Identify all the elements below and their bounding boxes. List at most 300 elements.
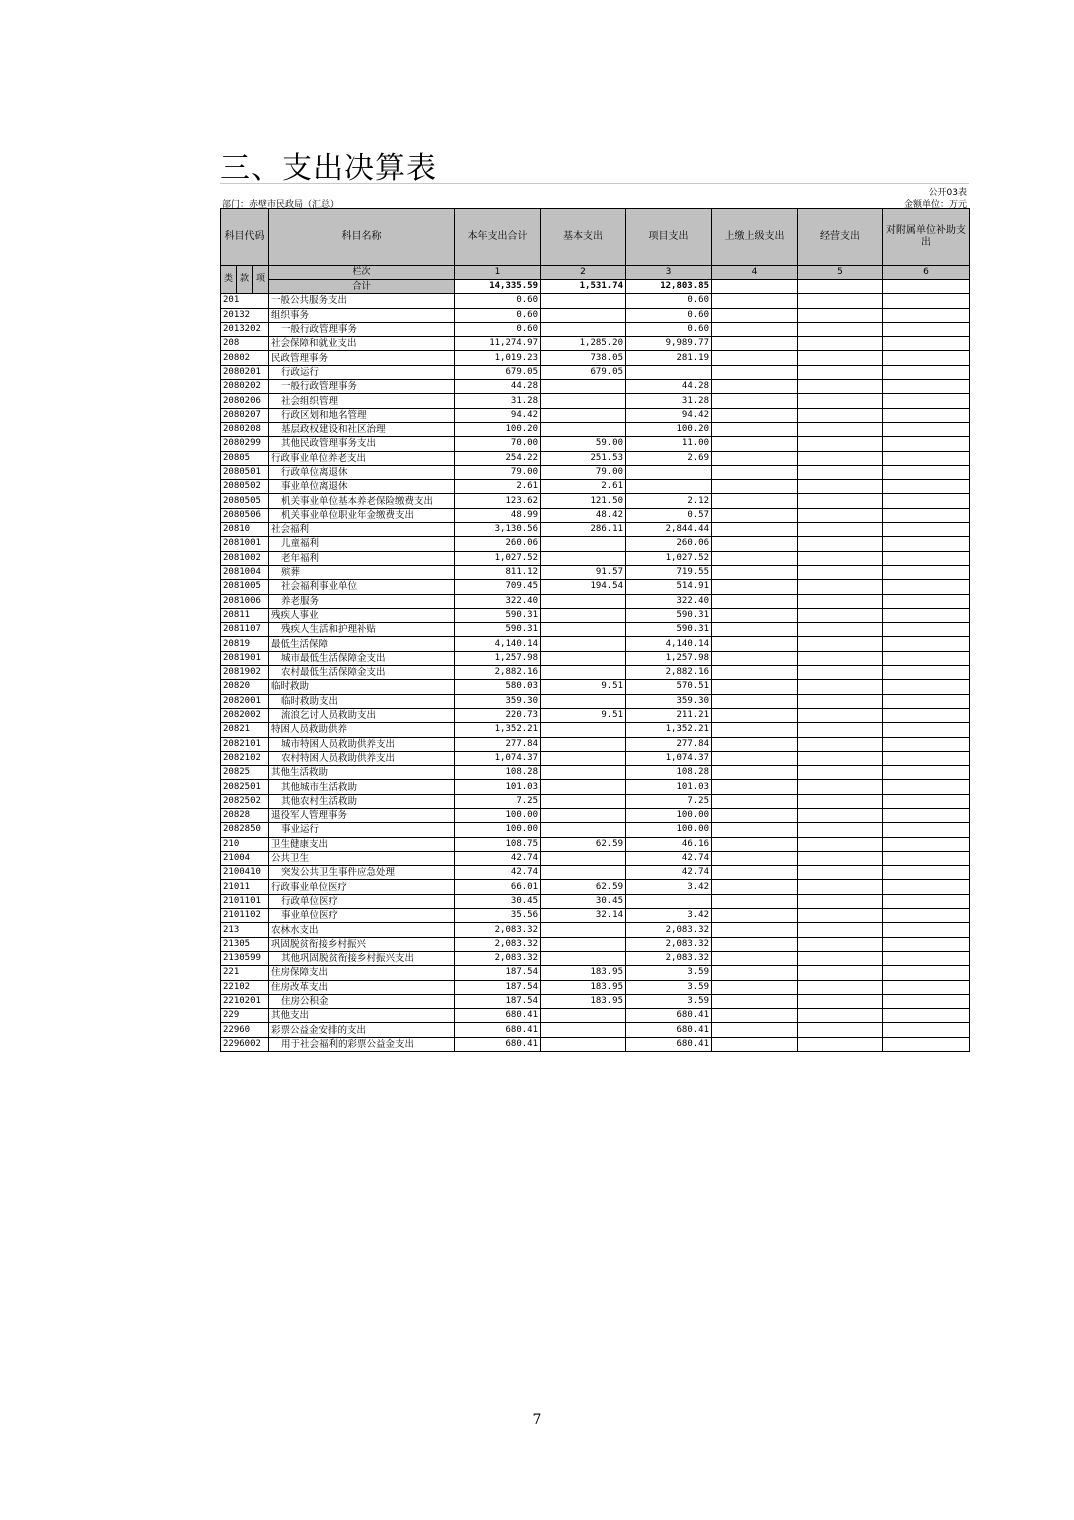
row-project: 7.25	[626, 794, 712, 808]
row-code: 221	[221, 966, 269, 980]
row-remit	[712, 451, 798, 465]
row-code: 2080206	[221, 394, 269, 408]
row-name: 流浪乞讨人员救助支出	[269, 708, 455, 722]
row-project: 101.03	[626, 780, 712, 794]
header-kuan: 款	[237, 266, 253, 294]
row-code: 21004	[221, 851, 269, 865]
row-subsidy	[883, 1037, 970, 1051]
row-project: 260.06	[626, 537, 712, 551]
row-operating	[798, 351, 883, 365]
row-code: 2080502	[221, 480, 269, 494]
row-total: 66.01	[455, 880, 541, 894]
row-remit	[712, 1023, 798, 1037]
row-project: 2.69	[626, 451, 712, 465]
row-name: 其他生活救助	[269, 766, 455, 780]
row-name: 社会保障和就业支出	[269, 337, 455, 351]
row-basic: 183.95	[541, 980, 626, 994]
row-basic	[541, 751, 626, 765]
row-name: 残疾人事业	[269, 608, 455, 622]
row-remit	[712, 937, 798, 951]
row-remit	[712, 308, 798, 322]
row-name: 公共卫生	[269, 851, 455, 865]
row-name: 机关事业单位基本养老保险缴费支出	[269, 494, 455, 508]
row-project: 281.19	[626, 351, 712, 365]
row-remit	[712, 708, 798, 722]
row-name: 其他城市生活救助	[269, 780, 455, 794]
row-project: 359.30	[626, 694, 712, 708]
table-row	[221, 551, 970, 565]
row-total: 1,027.52	[455, 551, 541, 565]
row-total: 42.74	[455, 851, 541, 865]
table-row	[221, 337, 970, 351]
row-operating	[798, 680, 883, 694]
col-num-4: 4	[712, 266, 798, 280]
row-subsidy	[883, 408, 970, 422]
row-remit	[712, 951, 798, 965]
table-row	[221, 394, 970, 408]
row-code: 208	[221, 337, 269, 351]
row-remit	[712, 380, 798, 394]
row-name: 突发公共卫生事件应急处理	[269, 866, 455, 880]
row-basic	[541, 808, 626, 822]
row-project: 2.12	[626, 494, 712, 508]
row-remit	[712, 966, 798, 980]
row-operating	[798, 623, 883, 637]
row-project: 44.28	[626, 380, 712, 394]
row-basic	[541, 608, 626, 622]
row-project	[626, 894, 712, 908]
row-operating	[798, 708, 883, 722]
table-row	[221, 437, 970, 451]
row-total: 0.60	[455, 322, 541, 336]
row-total: 108.28	[455, 766, 541, 780]
row-code: 2101102	[221, 909, 269, 923]
page-title: 三、支出决算表	[220, 151, 437, 186]
row-basic	[541, 551, 626, 565]
row-total: 7.25	[455, 794, 541, 808]
row-name: 机关事业单位职业年金缴费支出	[269, 508, 455, 522]
row-code: 2210201	[221, 994, 269, 1008]
row-subsidy	[883, 637, 970, 651]
row-project: 100.00	[626, 823, 712, 837]
row-code: 2101101	[221, 894, 269, 908]
row-remit	[712, 923, 798, 937]
row-name: 儿童福利	[269, 537, 455, 551]
row-operating	[798, 551, 883, 565]
header-project: 项目支出	[626, 209, 712, 266]
row-project: 1,352.21	[626, 723, 712, 737]
row-operating	[798, 980, 883, 994]
row-remit	[712, 480, 798, 494]
row-total: 108.75	[455, 837, 541, 851]
table-row	[221, 866, 970, 880]
row-name: 农村特困人员救助供养支出	[269, 751, 455, 765]
row-code: 2082850	[221, 823, 269, 837]
row-remit	[712, 365, 798, 379]
row-operating	[798, 794, 883, 808]
row-remit	[712, 823, 798, 837]
row-project: 11.00	[626, 437, 712, 451]
row-project: 322.40	[626, 594, 712, 608]
row-operating	[798, 394, 883, 408]
table-row	[221, 794, 970, 808]
table-row	[221, 565, 970, 579]
row-code: 20805	[221, 451, 269, 465]
row-total: 2,083.32	[455, 951, 541, 965]
row-project: 211.21	[626, 708, 712, 722]
total-c3: 12,803.85	[626, 280, 712, 294]
row-basic	[541, 937, 626, 951]
row-total: 70.00	[455, 437, 541, 451]
row-basic: 183.95	[541, 966, 626, 980]
row-project: 2,844.44	[626, 523, 712, 537]
row-operating	[798, 494, 883, 508]
row-project: 680.41	[626, 1009, 712, 1023]
row-code: 2081001	[221, 537, 269, 551]
row-code: 2080505	[221, 494, 269, 508]
row-operating	[798, 951, 883, 965]
row-code: 2082501	[221, 780, 269, 794]
row-remit	[712, 294, 798, 308]
row-remit	[712, 680, 798, 694]
table-row	[221, 408, 970, 422]
row-name: 行政运行	[269, 365, 455, 379]
row-code: 20820	[221, 680, 269, 694]
row-name: 临时救助	[269, 680, 455, 694]
table-row	[221, 923, 970, 937]
row-operating	[798, 894, 883, 908]
row-subsidy	[883, 694, 970, 708]
row-code: 2296002	[221, 1037, 269, 1051]
col-num-3: 3	[626, 266, 712, 280]
table-row	[221, 1023, 970, 1037]
table-row	[221, 723, 970, 737]
row-name: 住房改革支出	[269, 980, 455, 994]
row-project: 46.16	[626, 837, 712, 851]
row-name: 城市特困人员救助供养支出	[269, 737, 455, 751]
row-remit	[712, 1009, 798, 1023]
row-basic: 30.45	[541, 894, 626, 908]
row-subsidy	[883, 580, 970, 594]
row-basic	[541, 851, 626, 865]
row-remit	[712, 508, 798, 522]
row-total: 94.42	[455, 408, 541, 422]
row-basic	[541, 1037, 626, 1051]
row-operating	[798, 523, 883, 537]
table-row	[221, 880, 970, 894]
row-name: 事业单位离退休	[269, 480, 455, 494]
col-num-6: 6	[883, 266, 970, 280]
row-total: 101.03	[455, 780, 541, 794]
row-subsidy	[883, 994, 970, 1008]
row-remit	[712, 780, 798, 794]
row-remit	[712, 437, 798, 451]
row-name: 一般行政管理事务	[269, 322, 455, 336]
header-row	[221, 209, 970, 266]
row-remit	[712, 980, 798, 994]
row-remit	[712, 523, 798, 537]
row-basic	[541, 1009, 626, 1023]
row-code: 2080299	[221, 437, 269, 451]
row-total: 2,083.32	[455, 937, 541, 951]
header-subsidy: 对附属单位补助支出	[883, 209, 970, 266]
row-code: 2080207	[221, 408, 269, 422]
row-operating	[798, 294, 883, 308]
row-subsidy	[883, 951, 970, 965]
row-code: 20132	[221, 308, 269, 322]
table-row	[221, 808, 970, 822]
row-total: 680.41	[455, 1037, 541, 1051]
row-name: 社会福利	[269, 523, 455, 537]
table-row	[221, 308, 970, 322]
row-subsidy	[883, 923, 970, 937]
row-project: 3.59	[626, 980, 712, 994]
table-row	[221, 766, 970, 780]
row-basic: 62.59	[541, 880, 626, 894]
total-c6	[883, 280, 970, 294]
row-code: 2130599	[221, 951, 269, 965]
row-basic	[541, 651, 626, 665]
expenditure-table-sheet	[220, 183, 969, 1052]
row-project: 1,027.52	[626, 551, 712, 565]
row-subsidy	[883, 480, 970, 494]
row-remit	[712, 723, 798, 737]
row-total: 590.31	[455, 608, 541, 622]
row-total: 42.74	[455, 866, 541, 880]
row-operating	[798, 508, 883, 522]
row-subsidy	[883, 737, 970, 751]
row-name: 其他巩固脱贫衔接乡村振兴支出	[269, 951, 455, 965]
row-name: 农林水支出	[269, 923, 455, 937]
row-operating	[798, 365, 883, 379]
header-lei: 类	[221, 266, 237, 294]
row-operating	[798, 909, 883, 923]
row-name: 残疾人生活和护理补贴	[269, 623, 455, 637]
row-remit	[712, 351, 798, 365]
row-total: 680.41	[455, 1009, 541, 1023]
table-row	[221, 351, 970, 365]
row-code: 20825	[221, 766, 269, 780]
row-remit	[712, 394, 798, 408]
row-subsidy	[883, 451, 970, 465]
row-operating	[798, 923, 883, 937]
row-subsidy	[883, 823, 970, 837]
row-name: 社会组织管理	[269, 394, 455, 408]
row-name: 一般行政管理事务	[269, 380, 455, 394]
row-basic	[541, 723, 626, 737]
row-operating	[798, 637, 883, 651]
row-basic	[541, 322, 626, 336]
row-basic: 194.54	[541, 580, 626, 594]
table-row	[221, 751, 970, 765]
row-basic: 286.11	[541, 523, 626, 537]
row-total: 100.00	[455, 823, 541, 837]
row-basic	[541, 923, 626, 937]
row-total: 1,352.21	[455, 723, 541, 737]
table-row	[221, 737, 970, 751]
row-operating	[798, 308, 883, 322]
row-operating	[798, 694, 883, 708]
row-total: 48.99	[455, 508, 541, 522]
row-remit	[712, 794, 798, 808]
total-row	[221, 280, 970, 294]
table-row	[221, 1037, 970, 1051]
row-subsidy	[883, 794, 970, 808]
page-number: 7	[532, 1412, 542, 1428]
row-project: 2,083.32	[626, 923, 712, 937]
row-operating	[798, 723, 883, 737]
row-code: 201	[221, 294, 269, 308]
row-total: 100.20	[455, 422, 541, 436]
row-remit	[712, 637, 798, 651]
table-row	[221, 380, 970, 394]
row-total: 2.61	[455, 480, 541, 494]
row-subsidy	[883, 937, 970, 951]
row-subsidy	[883, 1009, 970, 1023]
header-basic: 基本支出	[541, 209, 626, 266]
row-operating	[798, 666, 883, 680]
row-total: 0.60	[455, 294, 541, 308]
table-row	[221, 322, 970, 336]
row-name: 民政管理事务	[269, 351, 455, 365]
row-subsidy	[883, 651, 970, 665]
row-remit	[712, 623, 798, 637]
row-project: 100.20	[626, 422, 712, 436]
row-code: 2081002	[221, 551, 269, 565]
row-remit	[712, 537, 798, 551]
row-operating	[798, 751, 883, 765]
table-body	[221, 294, 970, 1052]
row-remit	[712, 1037, 798, 1051]
row-basic: 183.95	[541, 994, 626, 1008]
row-subsidy	[883, 351, 970, 365]
row-subsidy	[883, 322, 970, 336]
row-name: 一般公共服务支出	[269, 294, 455, 308]
row-project: 3.59	[626, 994, 712, 1008]
row-operating	[798, 866, 883, 880]
table-row	[221, 294, 970, 308]
row-name: 事业运行	[269, 823, 455, 837]
row-total: 11,274.97	[455, 337, 541, 351]
row-subsidy	[883, 708, 970, 722]
row-project: 590.31	[626, 623, 712, 637]
row-operating	[798, 994, 883, 1008]
row-code: 2080208	[221, 422, 269, 436]
row-remit	[712, 694, 798, 708]
row-operating	[798, 780, 883, 794]
row-remit	[712, 909, 798, 923]
table-row	[221, 594, 970, 608]
row-project: 0.60	[626, 308, 712, 322]
row-remit	[712, 408, 798, 422]
row-total: 359.30	[455, 694, 541, 708]
row-remit	[712, 880, 798, 894]
row-operating	[798, 823, 883, 837]
row-subsidy	[883, 851, 970, 865]
row-total: 680.41	[455, 1023, 541, 1037]
row-basic: 62.59	[541, 837, 626, 851]
row-code: 2081902	[221, 666, 269, 680]
row-code: 21011	[221, 880, 269, 894]
row-code: 2080201	[221, 365, 269, 379]
table-meta	[220, 183, 969, 208]
row-remit	[712, 551, 798, 565]
row-code: 2081004	[221, 565, 269, 579]
row-operating	[798, 937, 883, 951]
row-total: 0.60	[455, 308, 541, 322]
row-remit	[712, 994, 798, 1008]
row-operating	[798, 1037, 883, 1051]
table-row	[221, 508, 970, 522]
table-row	[221, 909, 970, 923]
row-name: 行政事业单位养老支出	[269, 451, 455, 465]
row-remit	[712, 766, 798, 780]
row-operating	[798, 651, 883, 665]
row-name: 住房公积金	[269, 994, 455, 1008]
table-row	[221, 994, 970, 1008]
row-operating	[798, 851, 883, 865]
row-operating	[798, 337, 883, 351]
row-subsidy	[883, 380, 970, 394]
total-c2: 1,531.74	[541, 280, 626, 294]
row-project: 100.00	[626, 808, 712, 822]
row-total: 3,130.56	[455, 523, 541, 537]
row-subsidy	[883, 623, 970, 637]
row-basic: 738.05	[541, 351, 626, 365]
row-project: 0.60	[626, 294, 712, 308]
row-remit	[712, 565, 798, 579]
row-subsidy	[883, 437, 970, 451]
row-operating	[798, 565, 883, 579]
row-operating	[798, 737, 883, 751]
row-basic	[541, 637, 626, 651]
table-row	[221, 608, 970, 622]
row-total: 35.56	[455, 909, 541, 923]
row-subsidy	[883, 808, 970, 822]
row-code: 2013202	[221, 322, 269, 336]
row-total: 709.45	[455, 580, 541, 594]
row-total: 123.62	[455, 494, 541, 508]
row-total: 811.12	[455, 565, 541, 579]
header-name: 科目名称	[269, 209, 455, 266]
table-row	[221, 523, 970, 537]
table-number: 公开03表	[928, 188, 967, 198]
row-name: 养老服务	[269, 594, 455, 608]
row-name: 其他支出	[269, 1009, 455, 1023]
table-row	[221, 837, 970, 851]
row-code: 2081901	[221, 651, 269, 665]
row-total: 2,882.16	[455, 666, 541, 680]
row-basic: 9.51	[541, 708, 626, 722]
row-name: 住房保障支出	[269, 966, 455, 980]
table-row	[221, 951, 970, 965]
row-subsidy	[883, 508, 970, 522]
row-subsidy	[883, 394, 970, 408]
row-basic: 59.00	[541, 437, 626, 451]
row-subsidy	[883, 894, 970, 908]
row-operating	[798, 837, 883, 851]
row-operating	[798, 580, 883, 594]
row-name: 退役军人管理事务	[269, 808, 455, 822]
row-remit	[712, 608, 798, 622]
row-basic	[541, 794, 626, 808]
row-subsidy	[883, 766, 970, 780]
row-operating	[798, 1009, 883, 1023]
row-operating	[798, 1023, 883, 1037]
row-name: 城市最低生活保障金支出	[269, 651, 455, 665]
row-project: 31.28	[626, 394, 712, 408]
row-subsidy	[883, 465, 970, 479]
